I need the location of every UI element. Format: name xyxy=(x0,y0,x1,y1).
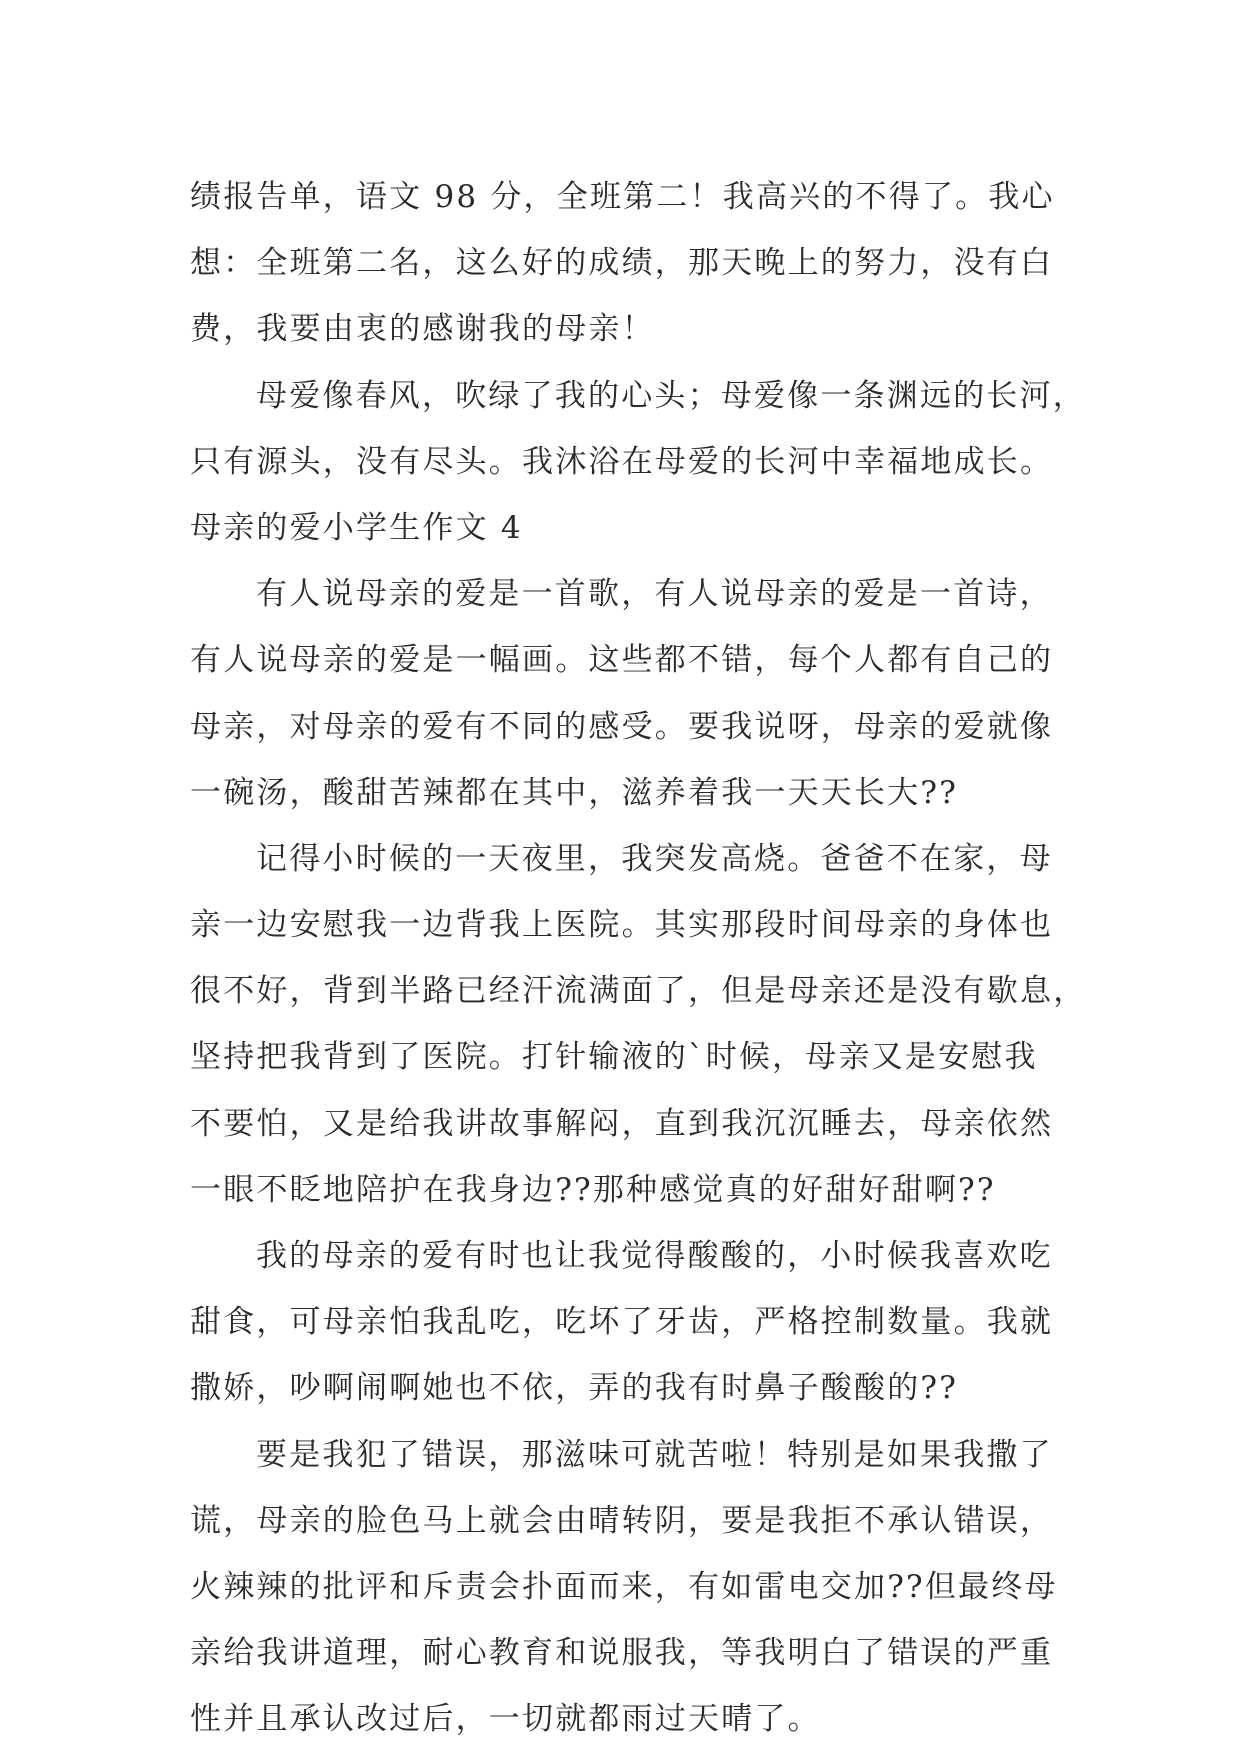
body-text xyxy=(190,164,1087,1753)
text-line: 不要怕，又是给我讲故事解闷，直到我沉沉睡去，母亲依然 xyxy=(190,1105,1054,1142)
text-line: 甜食，可母亲怕我乱吃，吃坏了牙齿，严格控制数量。我就 xyxy=(190,1304,1054,1341)
text-line: 亲给我讲道理，耐心教育和说服我，等我明白了错误的严重 xyxy=(190,1635,1054,1672)
text-line: 撒娇，吵啊闹啊她也不依，弄的我有时鼻子酸酸的?? xyxy=(190,1370,959,1407)
text-line: 费，我要由衷的感谢我的母亲！ xyxy=(190,311,655,348)
text-line: 记得小时候的一天夜里，我突发高烧。爸爸不在家，母 xyxy=(256,840,1053,877)
text-line: 坚持把我背到了医院。打针输液的`时候，母亲又是安慰我 xyxy=(190,1039,1038,1076)
text-line: 想：全班第二名，这么好的成绩，那天晚上的努力，没有白 xyxy=(190,245,1054,282)
text-line: 火辣辣的批评和斥责会扑面而来，有如雷电交加??但最终母 xyxy=(190,1568,1058,1605)
text-line: 绩报告单，语文 98 分，全班第二！我高兴的不得了。我心 xyxy=(190,179,1055,215)
text-line: 谎，母亲的脸色马上就会由晴转阴，要是我拒不承认错误， xyxy=(190,1502,1054,1539)
text-line: 母爱像春风，吹绿了我的心头；母爱像一条渊远的长河， xyxy=(256,377,1086,414)
text-line: 一眼不眨地陪护在我身边??那种感觉真的好甜好甜啊?? xyxy=(190,1171,996,1208)
text-line: 有人说母亲的爱是一首歌，有人说母亲的爱是一首诗， xyxy=(256,576,1053,613)
text-line: 有人说母亲的爱是一幅画。这些都不错，每个人都有自己的 xyxy=(190,642,1054,679)
text-line: 性并且承认改过后，一切就都雨过天晴了。 xyxy=(190,1701,821,1738)
text-line: 一碗汤，酸甜苦辣都在其中，滋养着我一天天长大?? xyxy=(190,774,959,811)
text-line: 亲一边安慰我一边背我上医院。其实那段时间母亲的身体也 xyxy=(190,907,1054,944)
text-line: 要是我犯了错误，那滋味可就苦啦！特别是如果我撒了 xyxy=(256,1436,1053,1473)
text-line: 母亲，对母亲的爱有不同的感受。要我说呀，母亲的爱就像 xyxy=(190,708,1054,745)
text-line: 母亲的爱小学生作文 4 xyxy=(190,509,523,546)
text-line: 我的母亲的爱有时也让我觉得酸酸的，小时候我喜欢吃 xyxy=(256,1238,1053,1274)
text-line: 很不好，背到半路已经汗流满面了，但是母亲还是没有歇息， xyxy=(190,973,1087,1010)
text-line: 只有源头，没有尽头。我沐浴在母爱的长河中幸福地成长。 xyxy=(190,443,1054,480)
